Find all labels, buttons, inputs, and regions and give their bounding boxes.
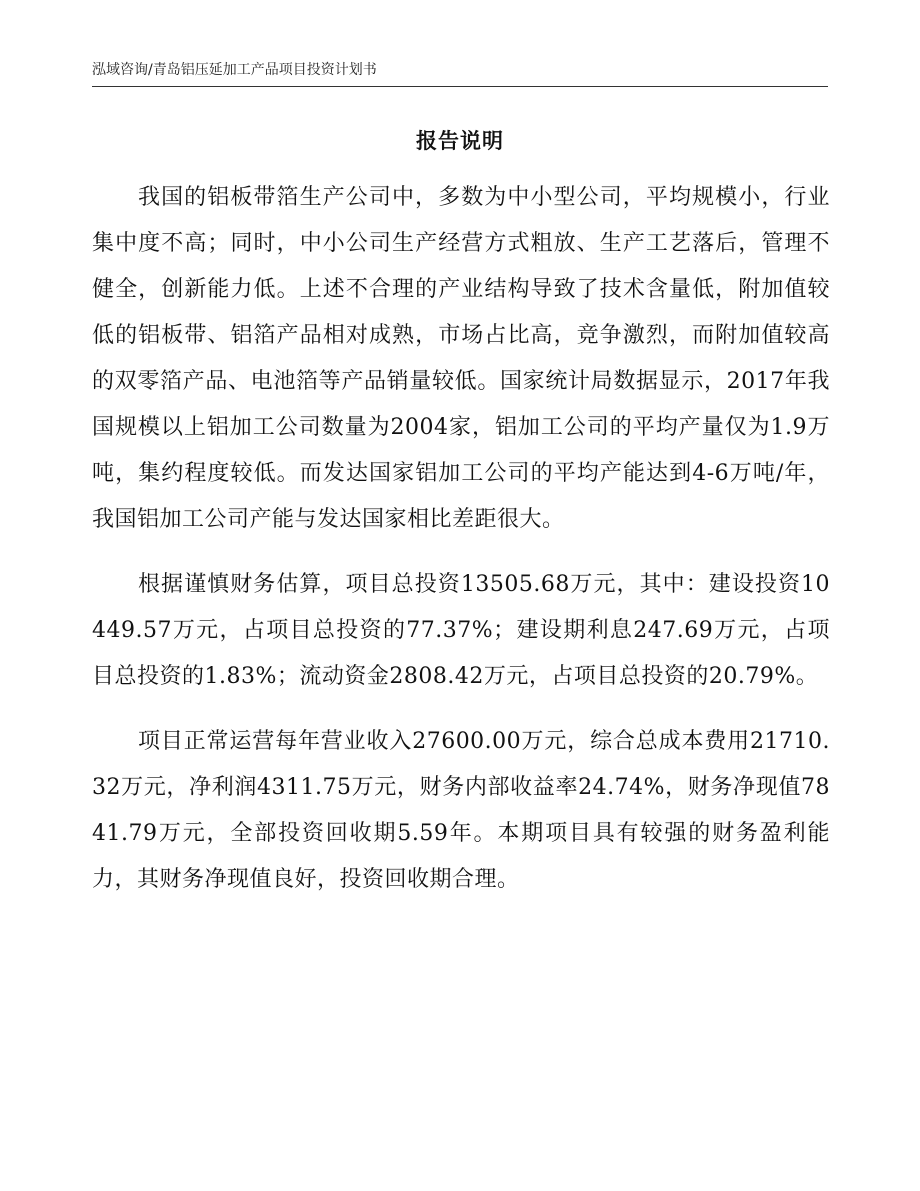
paragraph-investment-estimate: 根据谨慎财务估算，项目总投资13505.68万元，其中：建设投资10449.57万元，占项目总投资的77.37%；建设期利息247.69万元，占项目总投资的1.83%；流动资金2808.42万元，占项目总投资的20.79%。 [92,572,830,689]
document-body [92,175,830,922]
paragraph-financial-returns: 项目正常运营每年营业收入27600.00万元，综合总成本费用21710.32万元，净利润4311.75万元，财务内部收益率24.74%，财务净现值7841.79万元，全部投资回收期5.59年。本期项目具有较强的财务盈利能力，其财务净现值良好，投资回收期合理。 [92,729,830,892]
section-title: 报告说明 [416,129,504,153]
running-header: 泓域咨询/青岛铝压延加工产品项目投资计划书 [92,62,377,78]
header-divider [92,86,828,87]
paragraph-industry-overview: 我国的铝板带箔生产公司中，多数为中小型公司，平均规模小，行业集中度不高；同时，中小公司生产经营方式粗放、生产工艺落后，管理不健全，创新能力低。上述不合理的产业结构导致了技术含量低，附加值较低的铝板带、铝箔产品相对成熟，市场占比高，竞争激烈，而附加值较高的双零箔产品、电池箔等产品销量较低。国家统计局数据显示，2017年我国规模以上铝加工公司数量为2004家，铝加工公司的平均产量仅为1.9万吨，集约程度较低。而发达国家铝加工公司的平均产能达到4-6万吨/年，我国铝加工公司产能与发达国家相比差距很大。 [92,185,830,532]
